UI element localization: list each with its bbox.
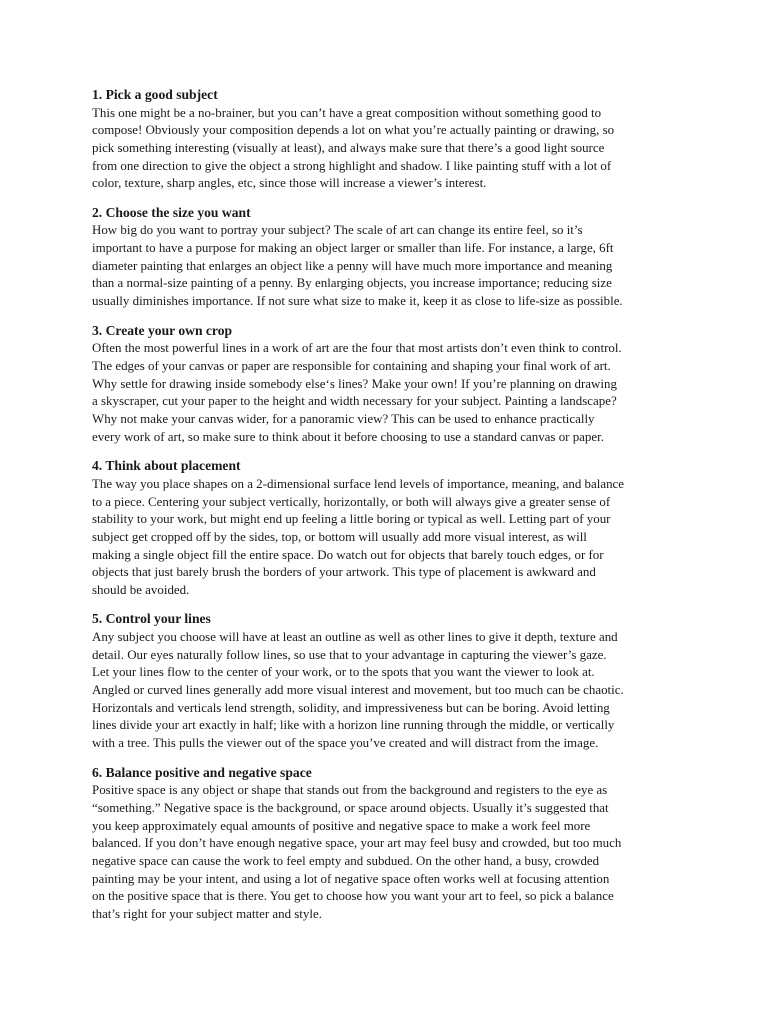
body-line: that’s right for your subject matter and style. [92, 905, 322, 921]
body-line: “something.” Negative space is the background, or space around objects. Usually it’s suggested that [92, 799, 609, 815]
body-line: every work of art, so make sure to think about it before choosing to use a standard canvas or paper. [92, 428, 604, 444]
body-line: Any subject you choose will have at least an outline as well as other lines to give it depth, texture and [92, 629, 618, 645]
body-line: making a single object fill the entire space. Do watch out for objects that barely touch edges, or for [92, 546, 604, 562]
section [92, 204, 682, 310]
body-line: important to have a purpose for making an object larger or smaller than life. For instance, a large, 6ft [92, 240, 614, 256]
section [92, 764, 682, 923]
section [92, 610, 682, 751]
body-line: Often the most powerful lines in a work of art are the four that most artists don’t even think to control. [92, 340, 622, 356]
section-body [92, 475, 682, 599]
section-heading: 3. Create your own crop [92, 322, 233, 338]
body-line: stability to your work, but might end up feeling a little boring or typical as well. Letting part of your [92, 511, 611, 527]
body-line: Why not make your canvas wider, for a panoramic view? This can be used to enhance practically [92, 410, 595, 426]
section-body [92, 628, 682, 752]
body-line: on the positive space that is there. You get to choose how you want your art to feel, so pick a balance [92, 888, 614, 904]
body-line: balanced. If you don’t have enough negative space, your art may feel busy and crowded, but too much [92, 835, 622, 851]
body-line: The edges of your canvas or paper are responsible for containing and shaping your final work of art. [92, 358, 611, 373]
body-line: The way you place shapes on a 2-dimensional surface lend levels of importance, meaning, and balance [92, 475, 625, 491]
section-heading: 6. Balance positive and negative space [92, 764, 312, 780]
section [92, 457, 682, 598]
body-line: usually diminishes importance. If not sure what size to make it, keep it as close to life-size as possible. [92, 293, 623, 309]
body-line: should be avoided. [92, 581, 190, 597]
section-heading: 1. Pick a good subject [92, 87, 218, 102]
body-line: than a normal-size painting of a penny. By enlarging objects, you increase importance; reducing size [92, 275, 612, 291]
section-body [92, 221, 682, 309]
section-heading: 4. Think about placement [92, 458, 241, 474]
section-heading: 2. Choose the size you want [92, 204, 251, 220]
section-body [92, 781, 682, 922]
body-line: from one direction to give the object a strong highlight and shadow. I like painting stuff with a lot of [92, 157, 612, 173]
document-page [92, 86, 682, 935]
body-line: negative space can cause the work to feel empty and subdued. On the other hand, a busy, crowded [92, 852, 600, 868]
body-line: diameter painting that enlarges an object like a penny will have much more importance and meaning [92, 257, 613, 273]
body-line: Horizontals and verticals lend strength, solidity, and impressiveness but can be boring. Avoid letting [92, 699, 610, 715]
section-body [92, 339, 682, 445]
body-line: This one might be a no-brainer, but you can’t have a great composition without something good to [92, 104, 602, 120]
section [92, 322, 682, 446]
section [92, 86, 682, 192]
body-line: subject get cropped off by the sides, top, or bottom will usually add more visual interest, as will [92, 528, 587, 544]
body-line: color, texture, sharp angles, etc, since those will increase a viewer’s interest. [92, 175, 487, 191]
body-line: with a tree. This pulls the viewer out of the space you’ve created and will distract from the image. [92, 735, 599, 750]
section-body [92, 104, 682, 192]
body-line: pick something interesting (visually at least), and always make sure that there’s a good light source [92, 139, 605, 155]
body-line: How big do you want to portray your subject? The scale of art can change its entire feel, so it’s [92, 222, 583, 238]
body-line: a skyscraper, cut your paper to the height and width necessary for your subject. Painting a landscape? [92, 393, 617, 409]
body-line: Positive space is any object or shape that stands out from the background and registers to the eye as [92, 782, 608, 798]
body-line: painting may be your intent, and using a lot of negative space often works well at focusing attention [92, 870, 610, 886]
body-line: Let your lines flow to the center of your work, or to the spots that you want the viewer to look at. [92, 664, 595, 680]
body-line: Why settle for drawing inside somebody else‘s lines? Make your own! If you’re planning on drawing [92, 375, 617, 391]
section-heading: 5. Control your lines [92, 611, 211, 627]
body-line: detail. Our eyes naturally follow lines, so use that to your advantage in capturing the viewer’s gaze. [92, 646, 607, 662]
body-line: to a piece. Centering your subject vertically, horizontally, or both will always give a greater sense of [92, 493, 611, 509]
body-line: Angled or curved lines generally add more visual interest and movement, but too much can be chaotic. [92, 682, 624, 698]
body-line: compose! Obviously your composition depends a lot on what you’re actually painting or drawing, so [92, 122, 615, 138]
body-line: objects that just barely brush the borders of your artwork. This type of placement is awkward and [92, 564, 596, 580]
body-line: you keep approximately equal amounts of positive and negative space to make a work feel more [92, 817, 591, 833]
body-line: lines divide your art exactly in half; like with a horizon line running through the middle, or vertically [92, 717, 615, 733]
